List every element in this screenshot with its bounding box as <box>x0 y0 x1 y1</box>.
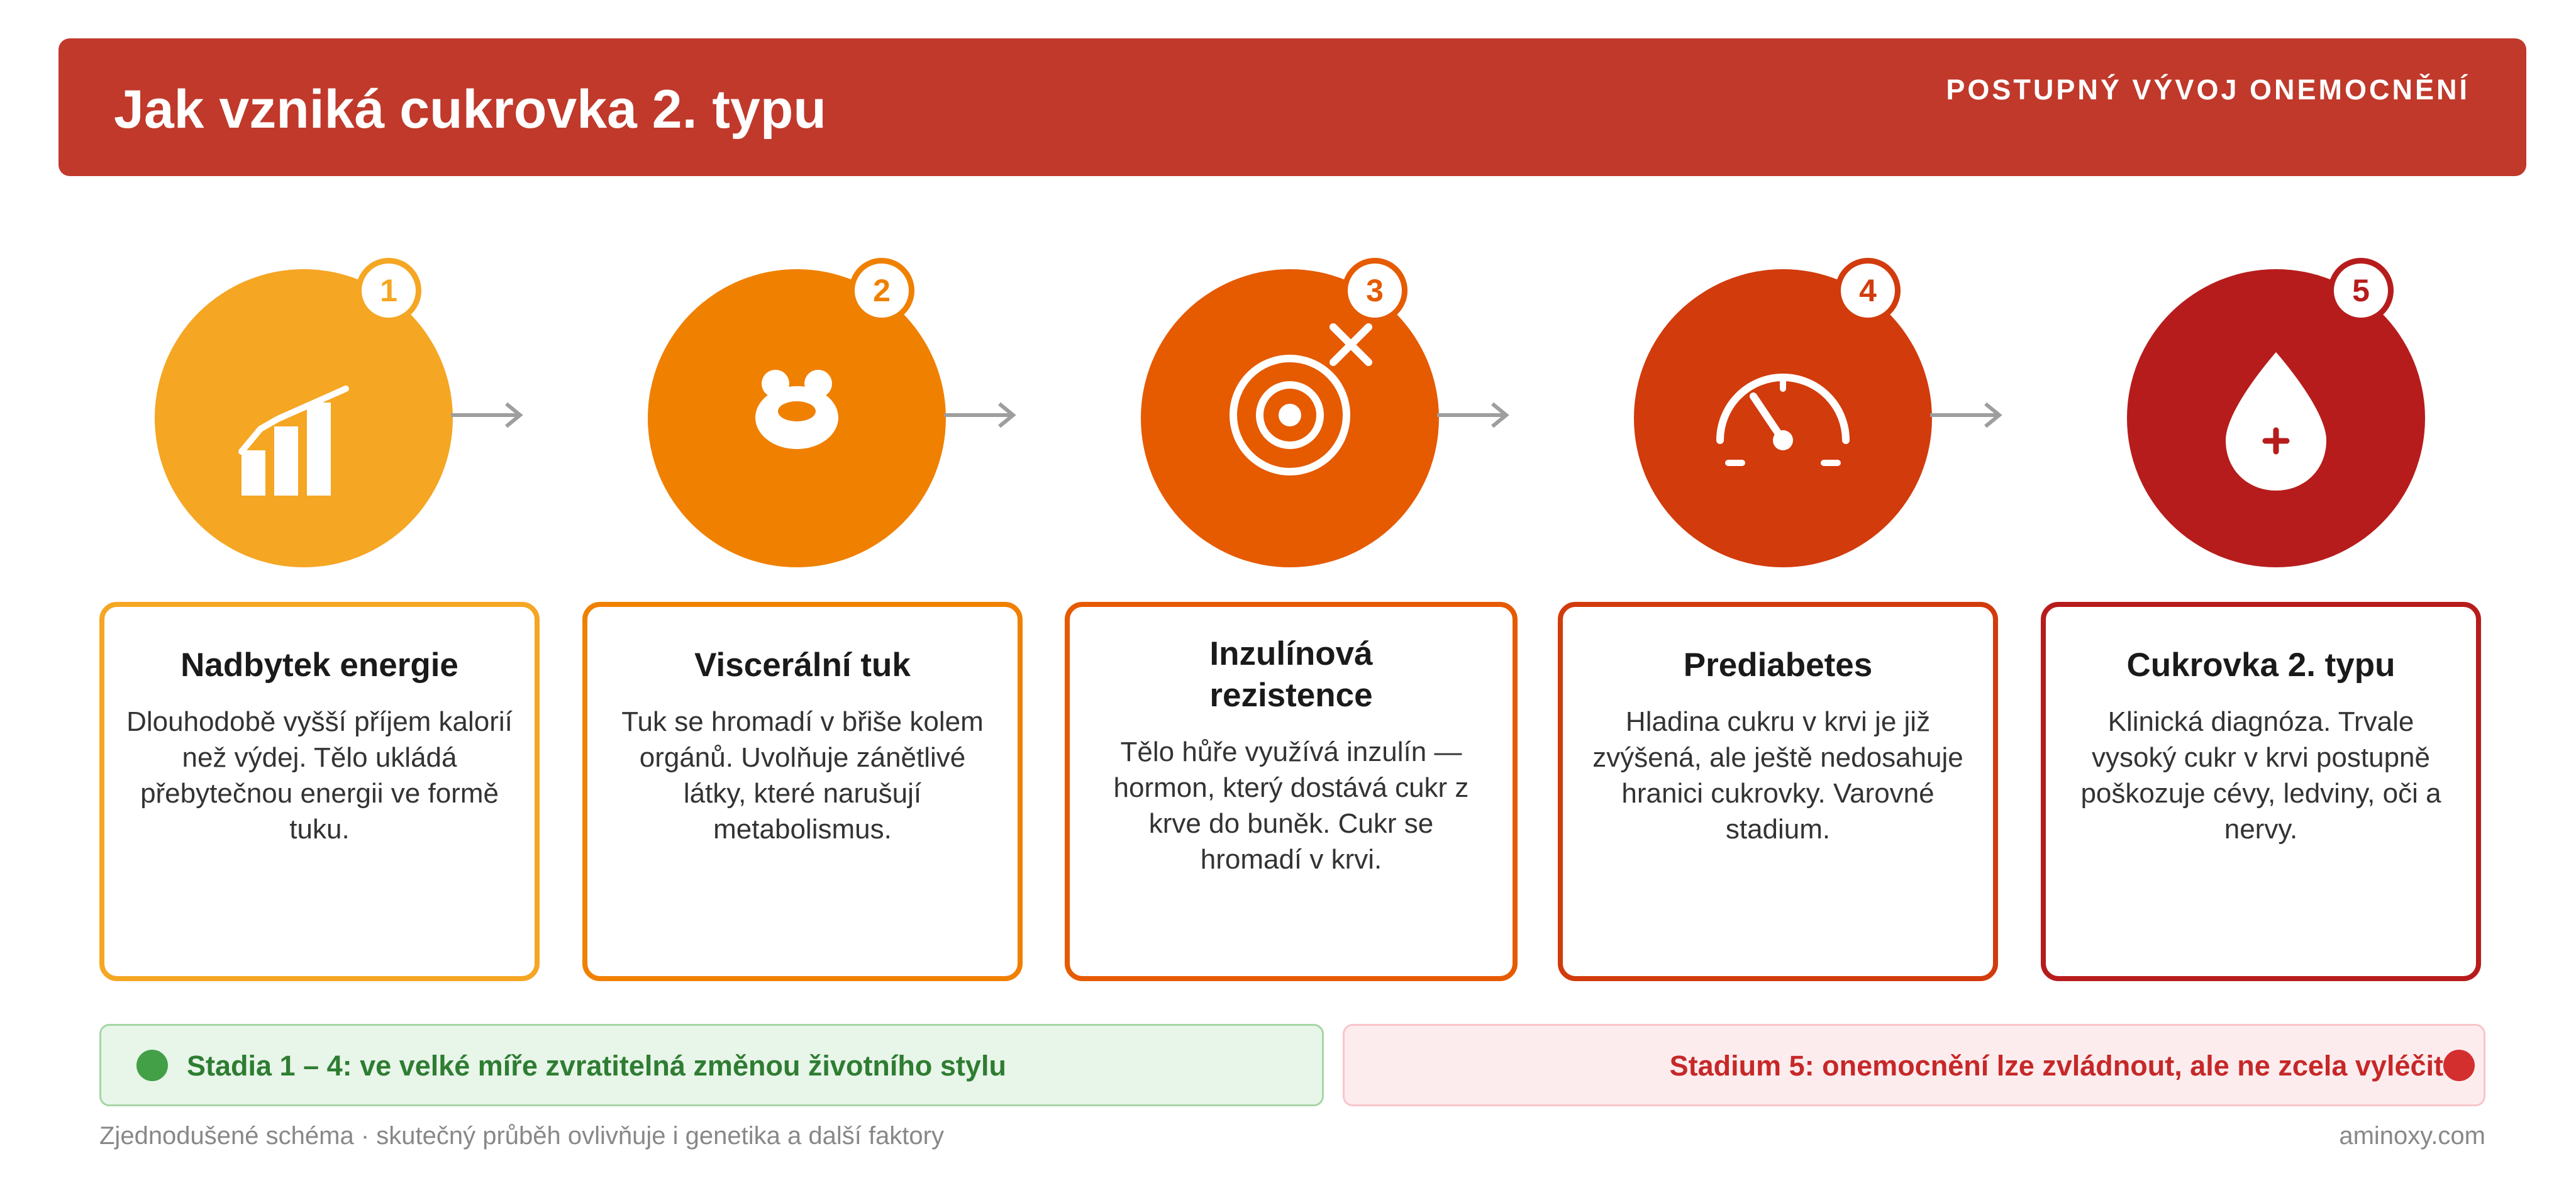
stage-3-badge: 3 <box>1342 258 1407 323</box>
footer-disclaimer: Zjednodušené schéma · skutečný průběh ovlivňuje i genetika a další faktory <box>99 1122 944 1150</box>
stage-2 <box>639 258 953 572</box>
reversible-note-text: Stadia 1 – 4: ve velké míře zvratitelná změnou životního stylu <box>187 1050 1006 1082</box>
page-subtitle: POSTUPNÝ VÝVOJ ONEMOCNĚNÍ <box>1946 74 2470 106</box>
stage-4 <box>1625 258 1940 572</box>
arrow-icon <box>1930 393 2006 437</box>
page-title: Jak vzniká cukrovka 2. typu <box>114 79 826 140</box>
reversible-note <box>99 1024 1324 1106</box>
stage-2-badge: 2 <box>849 258 914 323</box>
arrow-icon <box>451 393 526 437</box>
stage-title: Viscerální tuk <box>694 647 911 684</box>
stage-description: Tělo hůře využívá inzulín — hormon, který dostává cukr z krve do buněk. Cukr se hromadí v krvi. <box>1113 736 1469 875</box>
stage-3 <box>1132 258 1446 572</box>
stage-description: Klinická diagnóza. Trvale vysoký cukr v krvi postupně poškozuje cévy, ledviny, oči a nervy. <box>2080 706 2441 845</box>
manageable-note-text: Stadium 5: onemocnění lze zvládnout, ale ne zcela vyléčit <box>1669 1050 2443 1082</box>
red-dot-icon <box>2443 1050 2475 1081</box>
stage-1 <box>146 258 460 572</box>
footer-source: aminoxy.com <box>2339 1122 2485 1150</box>
stage-5-badge: 5 <box>2328 258 2394 323</box>
stage-title: Prediabetes <box>1683 647 1873 684</box>
header-banner <box>58 38 2526 176</box>
green-dot-icon <box>136 1050 168 1081</box>
stage-card-1 <box>99 602 540 981</box>
stage-1-badge: 1 <box>356 258 421 323</box>
stage-card-4 <box>1558 602 1998 981</box>
stage-card-2 <box>582 602 1023 981</box>
arrow-icon <box>1437 393 1513 437</box>
stage-description: Tuk se hromadí v břiše kolem orgánů. Uvolňuje zánětlivé látky, které narušují metabolismus. <box>621 706 984 845</box>
stage-title: Cukrovka 2. typu <box>2126 647 2396 684</box>
stage-5 <box>2118 258 2433 572</box>
stage-card-5 <box>2041 602 2481 981</box>
arrow-icon <box>944 393 1019 437</box>
stage-title: Nadbytek energie <box>180 647 458 684</box>
stage-title: Inzulínová rezistence <box>1209 635 1373 714</box>
stage-card-3 <box>1065 602 1518 981</box>
manageable-note <box>1343 1024 2485 1106</box>
stage-description: Dlouhodobě vyšší příjem kalorií než výdej. Tělo ukládá přebytečnou energii ve formě tuku. <box>126 706 513 845</box>
stage-description: Hladina cukru v krvi je již zvýšená, ale ještě nedosahuje hranici cukrovky. Varovné stadium. <box>1592 706 1963 845</box>
stage-4-badge: 4 <box>1835 258 1901 323</box>
